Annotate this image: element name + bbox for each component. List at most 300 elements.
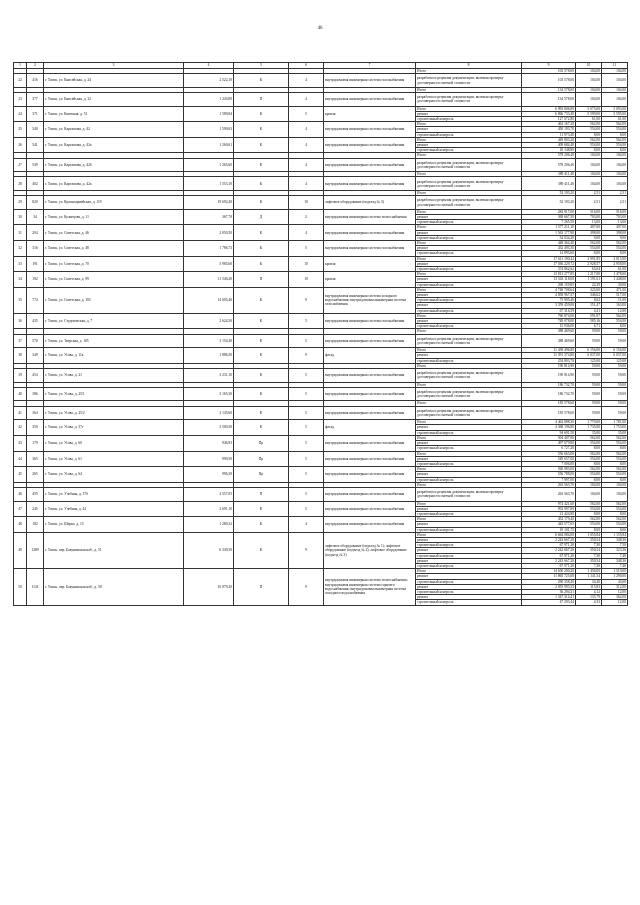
sub-val-10: 703,00	[576, 215, 602, 220]
col-header: 4	[184, 63, 234, 69]
floors: 5	[289, 387, 324, 401]
area: 1 265,60	[184, 158, 234, 172]
address: г. Томск, ул. Усова, д. 25/2	[44, 406, 184, 420]
sub-label: разработка и рецензия документации, включая проверку достоверности сметной стоимости	[416, 177, 522, 191]
sub-val-11: 104,00	[602, 158, 628, 172]
sub-val-10: 554,00	[576, 127, 602, 132]
sub-val-11: 554,00	[602, 319, 628, 324]
sub-val-10: 104,00	[576, 482, 602, 487]
table-row	[14, 93, 628, 107]
sub-label: Итого	[416, 287, 522, 292]
system: кровля	[324, 256, 416, 272]
sub-val-11: 554,00	[602, 441, 628, 446]
sub-label: разработка и рецензия документации, включая проверку достоверности сметной стоимости	[416, 93, 522, 107]
sub-label: строительный контроль	[416, 511, 522, 516]
sub-val-10: 1 735,00	[576, 425, 602, 430]
sub-amount: 549 657,00	[522, 456, 576, 461]
floors: 5	[289, 241, 324, 257]
row-number: 30	[14, 209, 27, 225]
page-number: 46	[317, 26, 323, 31]
house-id: 179	[27, 435, 44, 451]
sub-val-10: 562,00	[576, 137, 602, 142]
sub-label: строительный контроль	[416, 446, 522, 451]
address: г. Томск, пер. Бакунинская наб., д. 51	[44, 532, 184, 568]
sub-label: Итого	[416, 225, 522, 230]
sub-label: разработка и рецензия документации, включая проверку достоверности сметной стоимости	[416, 369, 522, 383]
sub-label: Итого	[416, 209, 522, 214]
sub-val-11: 3 015,00	[602, 256, 628, 261]
sub-val-11: 1 448,00	[602, 277, 628, 282]
sub-amount: 760 874,00	[522, 313, 576, 318]
sub-amount: 1 577 211,10	[522, 225, 576, 230]
floors: 9	[289, 348, 324, 364]
sub-label: разработка и рецензия документации, включая проверку достоверности сметной стоимости	[416, 487, 522, 501]
area: 1 590,63	[184, 122, 234, 138]
house-id: 182	[27, 517, 44, 533]
sub-val-10: 554,00	[576, 441, 602, 446]
sub-amount: 452 179,40	[522, 517, 576, 522]
sub-val-11: 125,00	[602, 358, 628, 363]
sub-amount: 4 858 967,57	[522, 293, 576, 298]
system: внутридомовая инженерная система газоснабжения	[324, 177, 416, 191]
sub-label: Итого	[416, 467, 522, 472]
system: внутридомовая инженерная система газоснабжения	[324, 369, 416, 383]
sub-val-11: 6 156,00	[602, 348, 628, 353]
sub-amount: 560 983,00	[522, 467, 576, 472]
area: 14 605,46	[184, 287, 234, 313]
sub-val-11: 8,00	[602, 132, 628, 137]
class: К	[234, 369, 289, 383]
sub-val-10: 104,00	[576, 153, 602, 158]
sub-val-10: 8,00	[576, 461, 602, 466]
floors: 10	[289, 196, 324, 210]
sub-amount: 11 391 374,80	[522, 353, 576, 358]
floors: 10	[289, 272, 324, 288]
sub-label: ремонт	[416, 456, 522, 461]
sub-label: ремонт	[416, 319, 522, 324]
sub-amount: 497 679,80	[522, 441, 576, 446]
sub-val-11: 1 753,00	[602, 425, 628, 430]
system: лифтовое оборудование (подъезд № 3)	[324, 196, 416, 210]
house-id: 34	[27, 209, 44, 225]
sub-label: ремонт	[416, 506, 522, 511]
sub-val-11: 104,00	[602, 172, 628, 177]
row-number: 46	[14, 487, 27, 501]
area: 367,70	[184, 209, 234, 225]
sub-val-11: 1 155,84	[602, 532, 628, 537]
sub-val-11: 104,00	[602, 177, 628, 191]
row-number: 23	[14, 93, 27, 107]
sub-label: Итого	[416, 191, 522, 196]
sub-val-10: 1 456,00	[576, 569, 602, 574]
house-id: 371	[27, 106, 44, 122]
sub-val-11: 8,00	[602, 251, 628, 256]
class: К	[234, 501, 289, 517]
sub-amount: 190 814,90	[522, 369, 576, 383]
sub-amount: 7 265,50	[522, 220, 576, 225]
sub-label: Итого	[416, 569, 522, 574]
sub-val-10: 2,51	[576, 191, 602, 196]
sub-label: Итого	[416, 420, 522, 425]
system: внутридомовая инженерная система газоснабжения	[324, 501, 416, 517]
system: внутридомовая инженерная система газоснабжения	[324, 387, 416, 401]
sub-label: строительный контроль	[416, 543, 522, 548]
sub-amount: 17 611 190,42	[522, 256, 576, 261]
table-row	[14, 177, 628, 191]
sub-val-10: 562,00	[576, 451, 602, 456]
sub-amount: 4 748 708,64	[522, 287, 576, 292]
floors: 4	[289, 122, 324, 138]
sub-amount: 974 421,60	[522, 501, 576, 506]
area: 2 500,50	[184, 420, 234, 436]
sub-val-10: 8,00	[576, 132, 602, 137]
sub-label: Итого	[416, 87, 522, 92]
sub-val-11: 562,00	[602, 467, 628, 472]
sub-val-10: 59,00	[576, 329, 602, 334]
row-number: 38	[14, 348, 27, 364]
house-id: 454	[27, 369, 44, 383]
address: г. Томск, ул. Советская, д. 48	[44, 241, 184, 257]
class: К	[234, 313, 289, 329]
sub-label: ремонт	[416, 574, 522, 579]
house-id: 774	[27, 287, 44, 313]
area: 1 280,32	[184, 517, 234, 533]
sub-label: Итого	[416, 532, 522, 537]
sub-label: строительный контроль	[416, 358, 522, 363]
floors: 4	[289, 74, 324, 88]
sub-amount: 185 578,60	[522, 401, 576, 406]
sub-val-10: 554,00	[576, 522, 602, 527]
sub-val-10: 13,00	[576, 220, 602, 225]
sub-label: ремонт	[416, 277, 522, 282]
house-id: 1289	[27, 532, 44, 568]
sub-amount: 3 359 459,00	[522, 303, 576, 308]
area: 6 349,30	[184, 532, 234, 568]
sub-amount: 47 293,44	[522, 600, 576, 605]
class: Д	[234, 209, 289, 225]
floors: 5	[289, 369, 324, 383]
area: 1 553,10	[184, 177, 234, 191]
sub-val-10: 407,00	[576, 225, 602, 230]
floors: 4	[289, 177, 324, 191]
sub-label: ремонт	[416, 127, 522, 132]
sub-val-10: 554,00	[576, 472, 602, 477]
col-header: 10	[576, 63, 602, 69]
sub-val-11: 104,00	[602, 153, 628, 158]
system: внутридомовая инженерная система газоснабжения	[324, 334, 416, 348]
sub-val-11: 8,00	[602, 446, 628, 451]
sub-label: разработка и рецензия документации, включая проверку достоверности сметной стоимости	[416, 406, 522, 420]
row-number: 47	[14, 501, 27, 517]
sub-label: ремонт	[416, 303, 522, 308]
row-number: 39	[14, 369, 27, 383]
floors: 9	[289, 532, 324, 568]
sub-val-11: 562,00	[602, 435, 628, 440]
floors: 5	[289, 435, 324, 451]
sub-label: строительный контроль	[416, 298, 522, 303]
address: г. Томск, ул. Советская, д. 46	[44, 225, 184, 241]
sub-val-10: 7,30	[576, 553, 602, 558]
sub-val-10: 104,00	[576, 158, 602, 172]
sub-amount: 578 206,40	[522, 158, 576, 172]
sub-amount: 263 563,70	[522, 487, 576, 501]
class: К	[234, 256, 289, 272]
sub-val-10: 35,00	[576, 430, 602, 435]
sub-val-11: 554,00	[602, 246, 628, 251]
sub-amount: 14 650 200,20	[522, 569, 576, 574]
floors: 5	[289, 313, 324, 329]
class: К	[234, 334, 289, 348]
address: г. Томск, ул. Енисейская, д. 32	[44, 93, 184, 107]
house-id: 350	[27, 420, 44, 436]
sub-val-10: 63,64	[576, 267, 602, 272]
sub-amount: 67 316,59	[522, 308, 576, 313]
sub-label: ремонт	[416, 246, 522, 251]
row-number: 34	[14, 272, 27, 288]
sub-label: ремонт	[416, 472, 522, 477]
system: внутридомовая инженерная система газоснабжения	[324, 406, 416, 420]
area: 1 589,84	[184, 106, 234, 122]
sub-amount: 448 364,40	[522, 241, 576, 246]
sub-val-11: 104,00	[602, 87, 628, 92]
sub-amount: 134 578,00	[522, 87, 576, 92]
sub-amount: 578 206,40	[522, 153, 576, 158]
sub-val-11: 1 519,00	[602, 569, 628, 574]
area: 5 985,60	[184, 256, 234, 272]
sub-val-11: 8,00	[602, 477, 628, 482]
sub-val-10: 135,79	[576, 595, 602, 600]
class: К	[234, 158, 289, 172]
sub-label: строительный контроль	[416, 430, 522, 435]
sub-amount: 67 971,20	[522, 563, 576, 568]
system: фасад	[324, 348, 416, 364]
sub-amount: 268 159,85	[522, 282, 576, 287]
address: г. Томск, ул. Тверская, д. 105	[44, 334, 184, 348]
sub-label: Итого	[416, 172, 522, 177]
sub-val-11: 12,00	[602, 308, 628, 313]
row-number: 31	[14, 225, 27, 241]
sub-val-11: 554,00	[602, 506, 628, 511]
floors: 5	[289, 467, 324, 483]
address: г. Томск, ул. Красноармейская, д. 119	[44, 196, 184, 210]
class: Пр	[234, 451, 289, 467]
house-id: 192	[27, 272, 44, 288]
col-header: 11	[602, 63, 628, 69]
sub-val-10: 562,00	[576, 517, 602, 522]
address: г. Томск, ул. Учебная, д. 37б	[44, 487, 184, 501]
sub-val-10: 125,00	[576, 358, 602, 363]
class: Пр	[234, 435, 289, 451]
address: г. Томск, ул. Усова, д. 61	[44, 451, 184, 467]
sub-val-11: 13,00	[602, 220, 628, 225]
floors: 4	[289, 158, 324, 172]
sub-val-11: 61,00	[602, 117, 628, 122]
row-number: 36	[14, 313, 27, 329]
sub-amount: 103 578,00	[522, 74, 576, 88]
sub-val-10: 104,00	[576, 69, 602, 74]
sub-val-11: 7,48	[602, 563, 628, 568]
sub-val-11: 104,00	[602, 482, 628, 487]
sub-label: строительный контроль	[416, 117, 522, 122]
sub-amount: 556 788,00	[522, 472, 576, 477]
sub-label: Итого	[416, 272, 522, 277]
sub-val-11: 59,00	[602, 382, 628, 387]
floors: 5	[289, 420, 324, 436]
area: 3 145,60	[184, 406, 234, 420]
house-id: 349	[27, 348, 44, 364]
sub-label: Итого	[416, 122, 522, 127]
sub-val-11: 8,00	[602, 527, 628, 532]
sub-val-10: 5 075,00	[576, 106, 602, 111]
class: К	[234, 137, 289, 153]
system: внутридомовая инженерная система холодного водоснабжения; внутридомовая инженерная система газоснабжения	[324, 287, 416, 313]
sub-amount: 1 563 177,90	[522, 230, 576, 235]
row-number: 33	[14, 256, 27, 272]
sub-val-11: 59,00	[602, 363, 628, 368]
sub-label: Итого	[416, 69, 522, 74]
address: г. Томск, ул. Кузнецова, д. 11	[44, 209, 184, 225]
row-number: 41	[14, 406, 27, 420]
sub-val-11: 348,36	[602, 537, 628, 542]
house-id: 245	[27, 501, 44, 517]
sub-amount: 75 905,46	[522, 298, 576, 303]
area: 3 165,30	[184, 387, 234, 401]
sub-label: Итого	[416, 435, 522, 440]
class: К	[234, 177, 289, 191]
class: К	[234, 532, 289, 568]
sub-val-10: 104,00	[576, 487, 602, 501]
sub-val-11: 8,00	[602, 148, 628, 153]
sub-amount: 6 664 084,00	[522, 532, 576, 537]
sub-amount: 4 462 888,30	[522, 420, 576, 425]
sub-val-11: 554,00	[602, 127, 628, 132]
sub-val-11: 348,36	[602, 558, 628, 563]
sub-amount: 10 101,75	[522, 527, 576, 532]
sub-val-10: 8,62	[576, 298, 602, 303]
sub-label: ремонт	[416, 537, 522, 542]
sub-amount: 7 006,00	[522, 461, 576, 466]
sub-label: Итого	[416, 241, 522, 246]
area: 2 557,05	[184, 487, 234, 501]
sub-label: разработка и рецензия документации, включая проверку достоверности сметной стоимости	[416, 334, 522, 348]
area: 946,93	[184, 435, 234, 451]
sub-val-10: 1 217,00	[576, 272, 602, 277]
sub-amount: 374 862,62	[522, 267, 576, 272]
sub-val-11: 554,00	[602, 522, 628, 527]
sub-val-11: 554,00	[602, 143, 628, 148]
class: К	[234, 241, 289, 257]
sub-label: Итого	[416, 137, 522, 142]
row-number: 37	[14, 334, 27, 348]
sub-label: строительный контроль	[416, 477, 522, 482]
row-number: 35	[14, 287, 27, 313]
sub-val-11: 323,36	[602, 548, 628, 553]
sub-val-11: 5 093,00	[602, 106, 628, 111]
sub-val-10: 59,00	[576, 387, 602, 401]
class: К	[234, 348, 289, 364]
sub-amount: 34 034,20	[522, 235, 576, 240]
sub-label: Итого	[416, 363, 522, 368]
class: Пр	[234, 467, 289, 483]
table-row	[14, 196, 628, 210]
sub-amount: 13 543 118,00	[522, 277, 576, 282]
area: 1 786,73	[184, 241, 234, 257]
sub-val-10: 1 141,54	[576, 574, 602, 579]
house-id: 1141	[27, 569, 44, 605]
row-number: 42	[14, 420, 27, 436]
floors: 4	[289, 137, 324, 153]
sub-val-10: 554,00	[576, 506, 602, 511]
sub-val-11: 59,00	[602, 329, 628, 334]
sub-label: ремонт	[416, 584, 522, 589]
area: 996,30	[184, 467, 234, 483]
sub-amount: 443 577,65	[522, 522, 576, 527]
sub-amount: 2 242 667,20	[522, 548, 576, 553]
sub-label: ремонт	[416, 353, 522, 358]
address: г. Томск, ул. Студенческая, д. 7	[44, 313, 184, 329]
sub-amount: 432 493,30	[522, 246, 576, 251]
table-row	[14, 487, 628, 501]
address: г. Томск, ул. Усова, д. 57г	[44, 420, 184, 436]
sub-amount: 15 936,00	[522, 324, 576, 329]
sub-label: ремонт	[416, 548, 522, 553]
sub-val-10: 554,00	[576, 246, 602, 251]
sub-val-10: 1 770,00	[576, 420, 602, 425]
sub-label: строительный контроль	[416, 132, 522, 137]
col-header: 9	[522, 63, 576, 69]
area: 2 691,10	[184, 501, 234, 517]
register-table	[13, 62, 628, 606]
address: г. Томск, ул. Карташова, д. 42а	[44, 177, 184, 191]
sub-label: Итого	[416, 313, 522, 318]
sub-val-10: 554,00	[576, 456, 602, 461]
area: 10 079,20	[184, 569, 234, 605]
sub-val-11: 8,00	[602, 461, 628, 466]
system: кровля	[324, 106, 416, 122]
sub-amount: 7 997,00	[522, 477, 576, 482]
sub-label: строительный контроль	[416, 579, 522, 584]
house-id: 365	[27, 451, 44, 467]
house-id: 549	[27, 158, 44, 172]
sub-amount: 2 243 667,20	[522, 537, 576, 542]
sub-label: ремонт	[416, 293, 522, 298]
table-row	[14, 334, 628, 348]
sub-val-11: 2,51	[602, 196, 628, 210]
sub-label: строительный контроль	[416, 461, 522, 466]
sub-amount: 11 865 725,68	[522, 574, 576, 579]
sub-amount: 103 578,00	[522, 69, 576, 74]
sub-amount: 409 684,40	[522, 143, 576, 148]
sub-val-11: 9,00	[602, 235, 628, 240]
sub-amount: 94 691,50	[522, 430, 576, 435]
house-id: 386	[27, 387, 44, 401]
sub-amount: 36 294,31	[522, 589, 576, 594]
sub-label: Итого	[416, 501, 522, 506]
sub-label: Итого	[416, 451, 522, 456]
sub-val-10: 2 928,57	[576, 261, 602, 266]
floors: 2	[289, 209, 324, 225]
address: г. Томск, ул. Усова, д. 64	[44, 467, 184, 483]
address: г. Томск, ул. Учебная, д. 42	[44, 501, 184, 517]
sub-val-10: 554,00	[576, 143, 602, 148]
address: г. Томск, ул. Советская, д. 70	[44, 256, 184, 272]
sub-val-10: 562,00	[576, 467, 602, 472]
area: 11 540,20	[184, 272, 234, 288]
sub-amount: 450 193,70	[522, 127, 576, 132]
sub-val-11: 8,00	[602, 324, 628, 329]
class: К	[234, 406, 289, 420]
sub-val-10: 104,00	[576, 177, 602, 191]
